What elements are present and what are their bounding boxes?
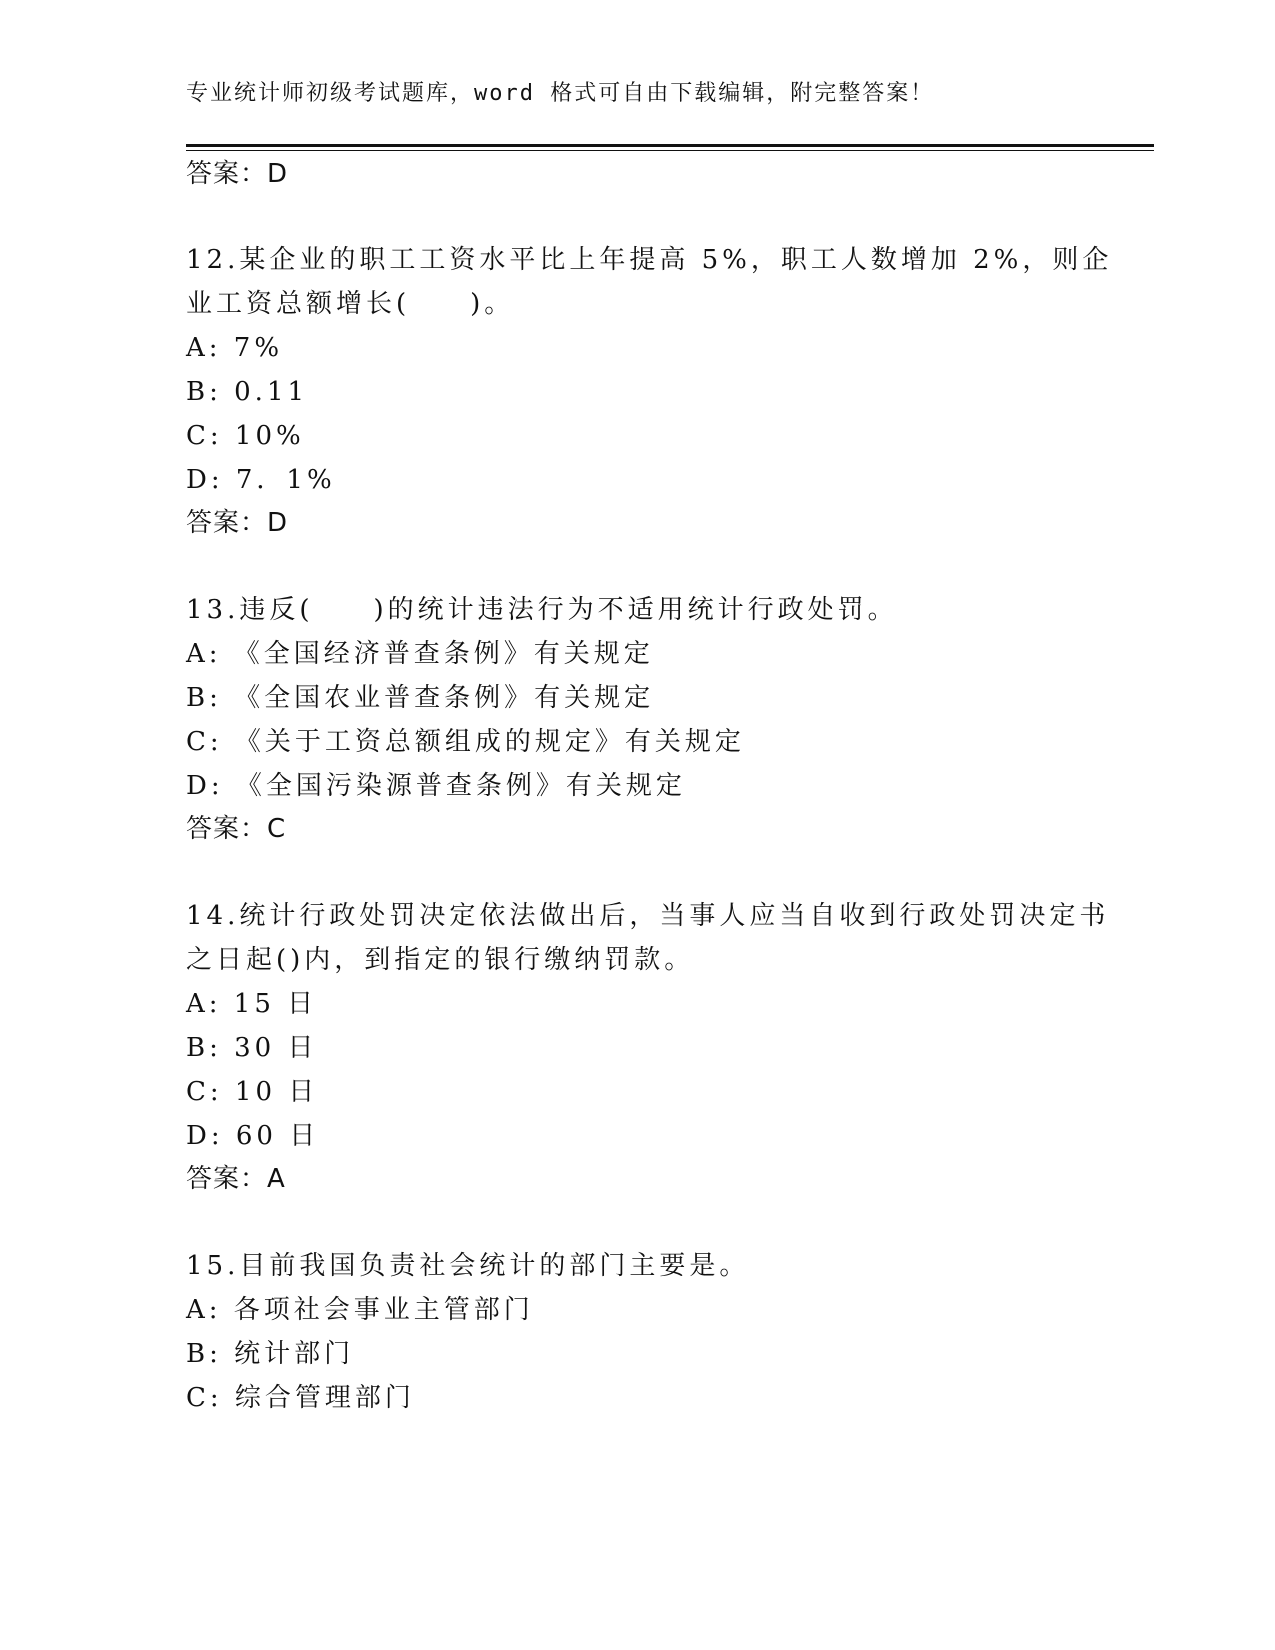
- question-12-option-b: B: 0.11: [186, 377, 309, 407]
- question-14-option-c: C: 10 日: [186, 1077, 319, 1107]
- question-14-stem-line2: 之日起()内，到指定的银行缴纳罚款。: [186, 945, 695, 975]
- question-15-option-b: B: 统计部门: [186, 1339, 355, 1369]
- question-14-option-b: B: 30 日: [186, 1033, 318, 1063]
- question-14-answer: 答案：A: [186, 1164, 286, 1194]
- question-13-option-a: A: 《全国经济普查条例》有关规定: [186, 639, 654, 669]
- question-13-answer: 答案：C: [186, 814, 287, 844]
- question-13-option-d: D: 《全国污染源普查条例》有关规定: [186, 771, 686, 801]
- header-rule-thin: [186, 150, 1154, 151]
- question-14-stem-line1: 14.统计行政处罚决定依法做出后，当事人应当自收到行政处罚决定书: [186, 901, 1110, 931]
- question-13-option-b: B: 《全国农业普查条例》有关规定: [186, 683, 655, 713]
- question-15-option-a: A: 各项社会事业主管部门: [186, 1295, 534, 1325]
- question-14-option-d: D: 60 日: [186, 1121, 320, 1151]
- question-15-stem: 15.目前我国负责社会统计的部门主要是。: [186, 1251, 750, 1281]
- question-13-option-c: C: 《关于工资总额组成的规定》有关规定: [186, 727, 745, 757]
- question-14-option-a: A: 15 日: [186, 989, 318, 1019]
- question-13-stem: 13.违反( )的统计违法行为不适用统计行政处罚。: [186, 595, 898, 625]
- question-12-option-a: A: 7%: [186, 333, 284, 363]
- question-12-stem-line1: 12.某企业的职工工资水平比上年提高 5%，职工人数增加 2%，则企: [186, 245, 1113, 275]
- question-15-option-c: C: 综合管理部门: [186, 1383, 415, 1413]
- question-12-stem-line2: 业工资总额增长( )。: [186, 289, 515, 319]
- header-rule-thick: [186, 144, 1154, 147]
- previous-answer: 答案：D: [186, 159, 289, 189]
- question-12-answer: 答案：D: [186, 508, 289, 538]
- question-12-option-d: D: 7．1%: [186, 465, 336, 495]
- question-12-option-c: C: 10%: [186, 421, 305, 451]
- page-header: 专业统计师初级考试题库，word 格式可自由下载编辑，附完整答案！: [186, 81, 935, 106]
